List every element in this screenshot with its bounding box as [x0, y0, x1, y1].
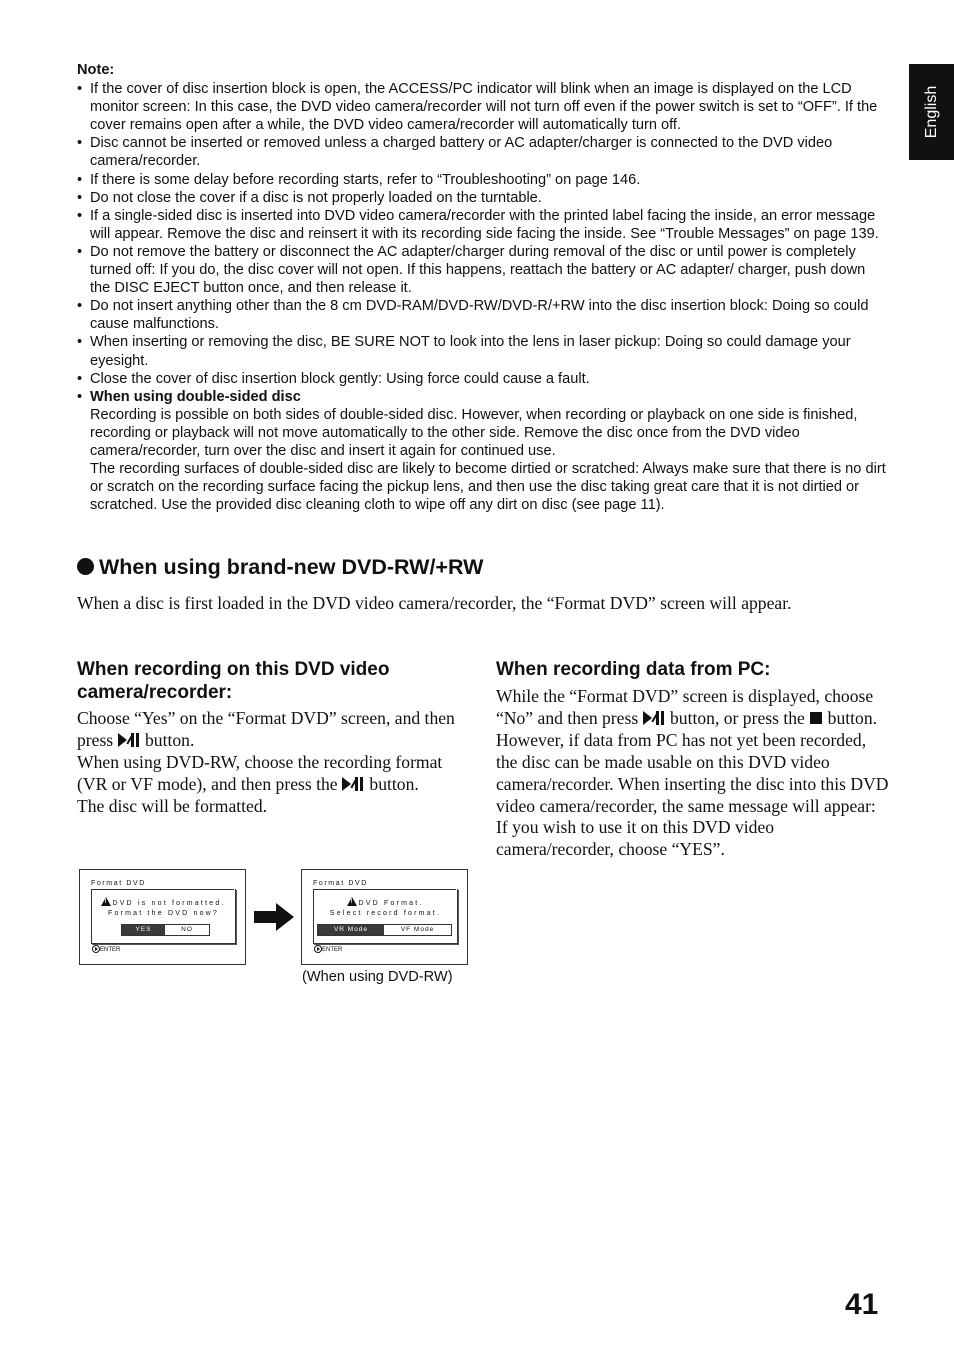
double-sided-para: Recording is possible on both sides of double-sided disc. However, when recording or playback on one side is finished, recording or playback will not move automatically to the other side. Remove the disc once from the DVD video camera/recorder, turn over the disc and insert it again for continued use. [90, 406, 858, 459]
screen-message [92, 897, 235, 919]
play-pause-icon [342, 777, 365, 791]
section-intro: When a disc is first loaded in the DVD video camera/recorder, the “Format DVD” screen will appear. [77, 593, 792, 613]
right-para-text: button, or press the [669, 707, 805, 728]
screen-options [317, 924, 452, 936]
enter-hint [92, 945, 120, 955]
left-para-text: When using DVD-RW, choose the recording format (VR or VF mode), and then press the [77, 751, 443, 794]
note-item-double-sided [77, 388, 889, 515]
format-dvd-screen-1 [79, 869, 246, 965]
option-no: NO [181, 926, 193, 933]
right-para [496, 686, 891, 730]
note-item: • If the cover of disc insertion block is open, the ACCESS/PC indicator will blink when an image is displayed on the LCD monitor screen: In this case, the DVD video camera/recorder will not turn off even if the power switch is set to “OFF”. If the cover remains open after a while, the DVD video camera/recorder will automatically turn off. [77, 80, 889, 134]
page-number: 41 [845, 1288, 879, 1321]
note-list [77, 80, 889, 514]
option-yes: YES [122, 925, 165, 935]
language-tab [909, 64, 954, 160]
note-item: • Do not insert anything other than the 8 cm DVD-RAM/DVD-RW/DVD-R/+RW into the disc insertion block: Doing so could cause malfunctions. [77, 297, 889, 333]
play-pause-icon [643, 711, 666, 725]
right-para: However, if data from PC has not yet been recorded, the disc can be made usable on this DVD video camera/recorder. When inserting the disc into this DVD video camera/recorder, the same message will appear: If you wish to use it on this DVD video camera/recorder, choose “YES”. [496, 729, 889, 860]
screen-message-line: Format the DVD now? [107, 910, 220, 917]
note-item: • Disc cannot be inserted or removed unless a charged battery or AC adapter/charger is connected to the DVD video camera/recorder. [77, 134, 889, 170]
note-item: • Do not close the cover if a disc is not properly loaded on the turntable. [77, 189, 889, 207]
screen-message-line: DVD Format. [358, 900, 424, 907]
screen-dialog [91, 889, 236, 944]
bullet-circle-icon [77, 558, 94, 575]
note-title: Note: [77, 62, 115, 78]
stop-icon [810, 712, 822, 724]
screen-message-line: Select record format. [329, 910, 442, 917]
screen-message-line: DVD is not formatted. [112, 900, 226, 907]
screen-dialog [313, 889, 458, 944]
play-pause-icon [118, 733, 141, 747]
left-column-heading: When recording on this DVD video camera/recorder: [77, 659, 390, 703]
note-block [77, 61, 889, 514]
screen-title: Format DVD [91, 878, 234, 890]
section-heading [77, 555, 483, 580]
double-sided-title: • When using double-sided disc [90, 388, 301, 405]
enter-label: ENTER [322, 947, 343, 953]
enter-icon [314, 945, 322, 953]
enter-hint [314, 945, 342, 955]
language-tab-label: English [922, 85, 940, 139]
right-column-body [496, 686, 891, 861]
left-para-text: button. [369, 773, 419, 794]
enter-icon [92, 945, 100, 953]
note-item: • When inserting or removing the disc, BE SURE NOT to look into the lens in laser pickup: Doing so could damage your eyesight. [77, 333, 889, 369]
option-vf-mode: VF Mode [400, 926, 435, 933]
right-arrow-icon [254, 903, 294, 931]
format-dvd-screen-2 [301, 869, 468, 965]
right-para-text: button. [827, 707, 878, 728]
section-heading-text: When using brand-new DVD-RW/+RW [99, 555, 484, 579]
option-vr-mode: VR Mode [318, 925, 384, 935]
left-para-text: Choose “Yes” on the “Format DVD” screen, and then press [77, 708, 455, 750]
left-column-body [77, 708, 472, 818]
left-para: The disc will be formatted. [77, 795, 268, 816]
screen-options [121, 924, 210, 936]
warning-icon [347, 897, 357, 906]
screen-caption: (When using DVD-RW) [302, 969, 453, 985]
screen-message [314, 897, 457, 919]
left-para-text: button. [144, 729, 195, 750]
right-column-heading: When recording data from PC: [496, 659, 771, 680]
note-item: • Close the cover of disc insertion block gently: Using force could cause a fault. [77, 370, 889, 388]
note-item: • Do not remove the battery or disconnect the AC adapter/charger during removal of the disc or until power is completely turned off: If you do, the disc cover will not open. If this happens, reattach the battery or AC adapter/ charger, push down the DISC EJECT button once, and then release it. [77, 243, 889, 297]
enter-label: ENTER [100, 947, 121, 953]
note-item: • If a single-sided disc is inserted into DVD video camera/recorder with the printed label facing the inside, an error message will appear. Remove the disc and reinsert it with its recording side facing the inside. See “Trouble Messages” on page 139. [77, 207, 889, 243]
right-para-text: While the “Format DVD” screen is displayed, choose “No” and then press [496, 686, 874, 728]
left-para [77, 708, 472, 752]
warning-icon [101, 897, 111, 906]
screen-title: Format DVD [313, 878, 456, 890]
double-sided-para: The recording surfaces of double-sided disc are likely to become dirtied or scratched: Always make sure that there is no dirt or scratch on the recording surface facing the pickup lens, and then use the disc taking great care that it is not dirtied or scratched. Use the provided disc cleaning cloth to wipe off any dirt on disc (see page 11). [90, 461, 886, 514]
note-item: • If there is some delay before recording starts, refer to “Troubleshooting” on page 146. [77, 171, 889, 189]
left-para [77, 752, 472, 796]
